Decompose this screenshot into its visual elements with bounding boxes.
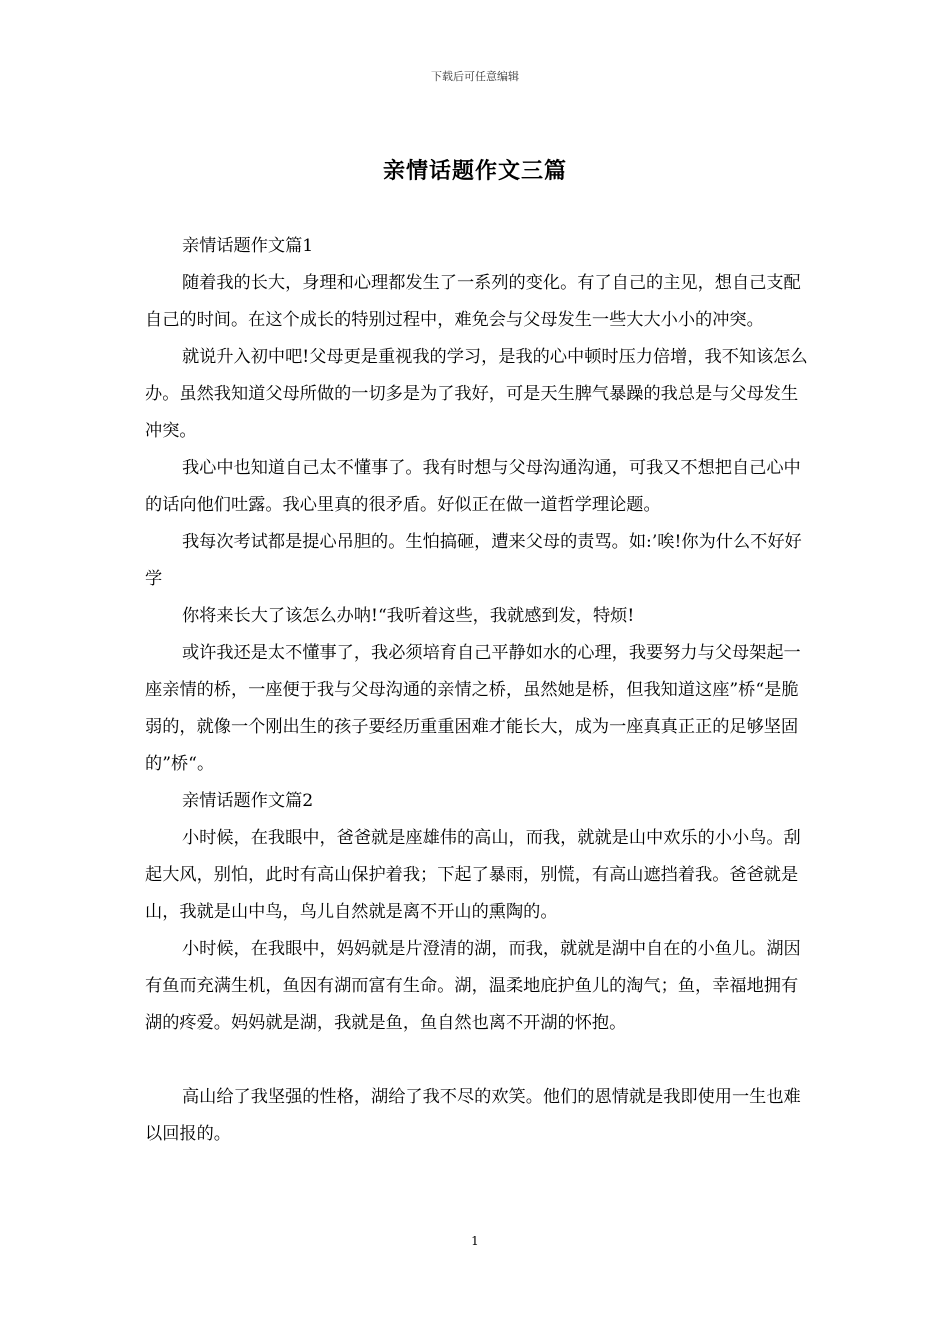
section-heading-2: 亲情话题作文篇2: [181, 791, 314, 811]
paragraph: 我心中也知道自己太不懂事了。我有时想与父母沟通沟通，可我又不想把自己心中的话向他们吐露。我心里真的很矛盾。好似正在做一道哲学理论题。: [145, 458, 801, 515]
paragraph: 你将来长大了该怎么办呐!“我听着这些，我就感到发，特烦!: [181, 606, 635, 626]
paragraph: 就说升入初中吧!父母更是重视我的学习，是我的心中顿时压力倍增，我不知该怎么办。虽然我知道父母所做的一切多是为了我好，可是天生脾气暴躁的我总是与父母发生冲突。: [145, 347, 808, 441]
section-heading-1: 亲情话题作文篇1: [181, 236, 314, 256]
page-header: 下载后可任意编辑: [431, 70, 519, 83]
paragraph: 随着我的长大，身理和心理都发生了一系列的变化。有了自己的主见，想自己支配自己的时间。在这个成长的特别过程中，难免会与父母发生一些大大小小的冲突。: [145, 273, 801, 330]
paragraph: 我每次考试都是提心吊胆的。生怕搞砸，遭来父母的责骂。如:’唉!你为什么不好好学: [145, 532, 802, 589]
paragraph: 或许我还是太不懂事了，我必须培育自己平静如水的心理，我要努力与父母架起一座亲情的桥，一座便于我与父母沟通的亲情之桥，虽然她是桥，但我知道这座”桥“是脆弱的，就像一个刚出生的孩子要经历重重困难才能长大，成为一座真真正正的足够坚固的”桥“。: [145, 643, 801, 774]
page-number: 1: [471, 1234, 479, 1248]
document-body: [145, 228, 809, 1153]
paragraph: 高山给了我坚强的性格，湖给了我不尽的欢笑。他们的恩情就是我即使用一生也难以回报的。: [145, 1087, 801, 1144]
document-title: 亲情话题作文三篇: [382, 158, 567, 184]
paragraph: 小时候，在我眼中，妈妈就是片澄清的湖，而我，就就是湖中自在的小鱼儿。湖因有鱼而充满生机，鱼因有湖而富有生命。湖，温柔地庇护鱼儿的淘气；鱼，幸福地拥有湖的疼爱。妈妈就是湖，我就是鱼，鱼自然也离不开湖的怀抱。: [145, 939, 801, 1033]
paragraph: 小时候，在我眼中，爸爸就是座雄伟的高山，而我，就就是山中欢乐的小小鸟。刮起大风，别怕，此时有高山保护着我；下起了暴雨，别慌，有高山遮挡着我。爸爸就是山，我就是山中鸟，鸟儿自然就是离不开山的熏陶的。: [145, 828, 801, 922]
